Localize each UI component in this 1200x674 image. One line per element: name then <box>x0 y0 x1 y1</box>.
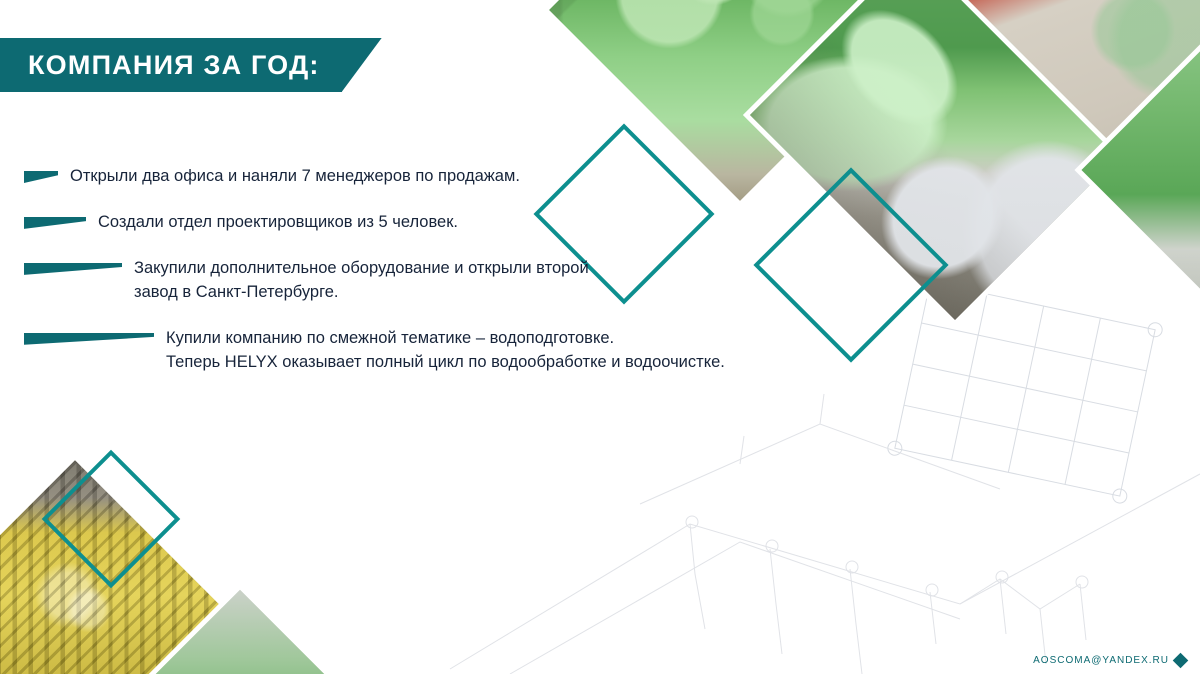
list-item-text <box>166 327 725 375</box>
bullet-arrow-icon <box>24 263 122 275</box>
list-item-text <box>134 257 589 305</box>
footer-email-text: AOSCOMA@YANDEX.RU <box>1033 655 1169 666</box>
slide-title-banner <box>0 38 382 92</box>
list-item-line1: Закупили дополнительное оборудование и открыли второй <box>134 258 589 277</box>
list-item-text <box>98 211 458 235</box>
footer-contact <box>1033 655 1186 666</box>
bullet-arrow-icon <box>24 333 154 345</box>
page-title: КОМПАНИЯ ЗА ГОД: <box>28 49 320 80</box>
bullet-arrow-icon <box>24 217 86 229</box>
list-item-text <box>70 165 520 189</box>
list-item <box>24 327 784 375</box>
bullet-list <box>24 165 784 397</box>
mail-square-icon <box>1173 653 1189 669</box>
list-item-line1: Создали отдел проектировщиков из 5 человек. <box>98 212 459 231</box>
list-item <box>24 257 784 305</box>
list-item <box>24 211 784 235</box>
list-item-line1: Купили компанию по смежной тематике – водоподготовке. <box>166 328 615 347</box>
list-item-line1: Открыли два офиса и наняли 7 менеджеров по продажам. <box>70 167 520 185</box>
title-banner-tail <box>342 38 382 92</box>
list-item-line2: Теперь HELYX оказывает полный цикл по водообработке и водоочистке. <box>166 352 725 371</box>
slide-title-bar <box>0 38 342 92</box>
list-item <box>24 165 784 189</box>
list-item-line2: завод в Санкт-Петербурге. <box>134 282 339 301</box>
bullet-arrow-icon <box>24 171 58 183</box>
